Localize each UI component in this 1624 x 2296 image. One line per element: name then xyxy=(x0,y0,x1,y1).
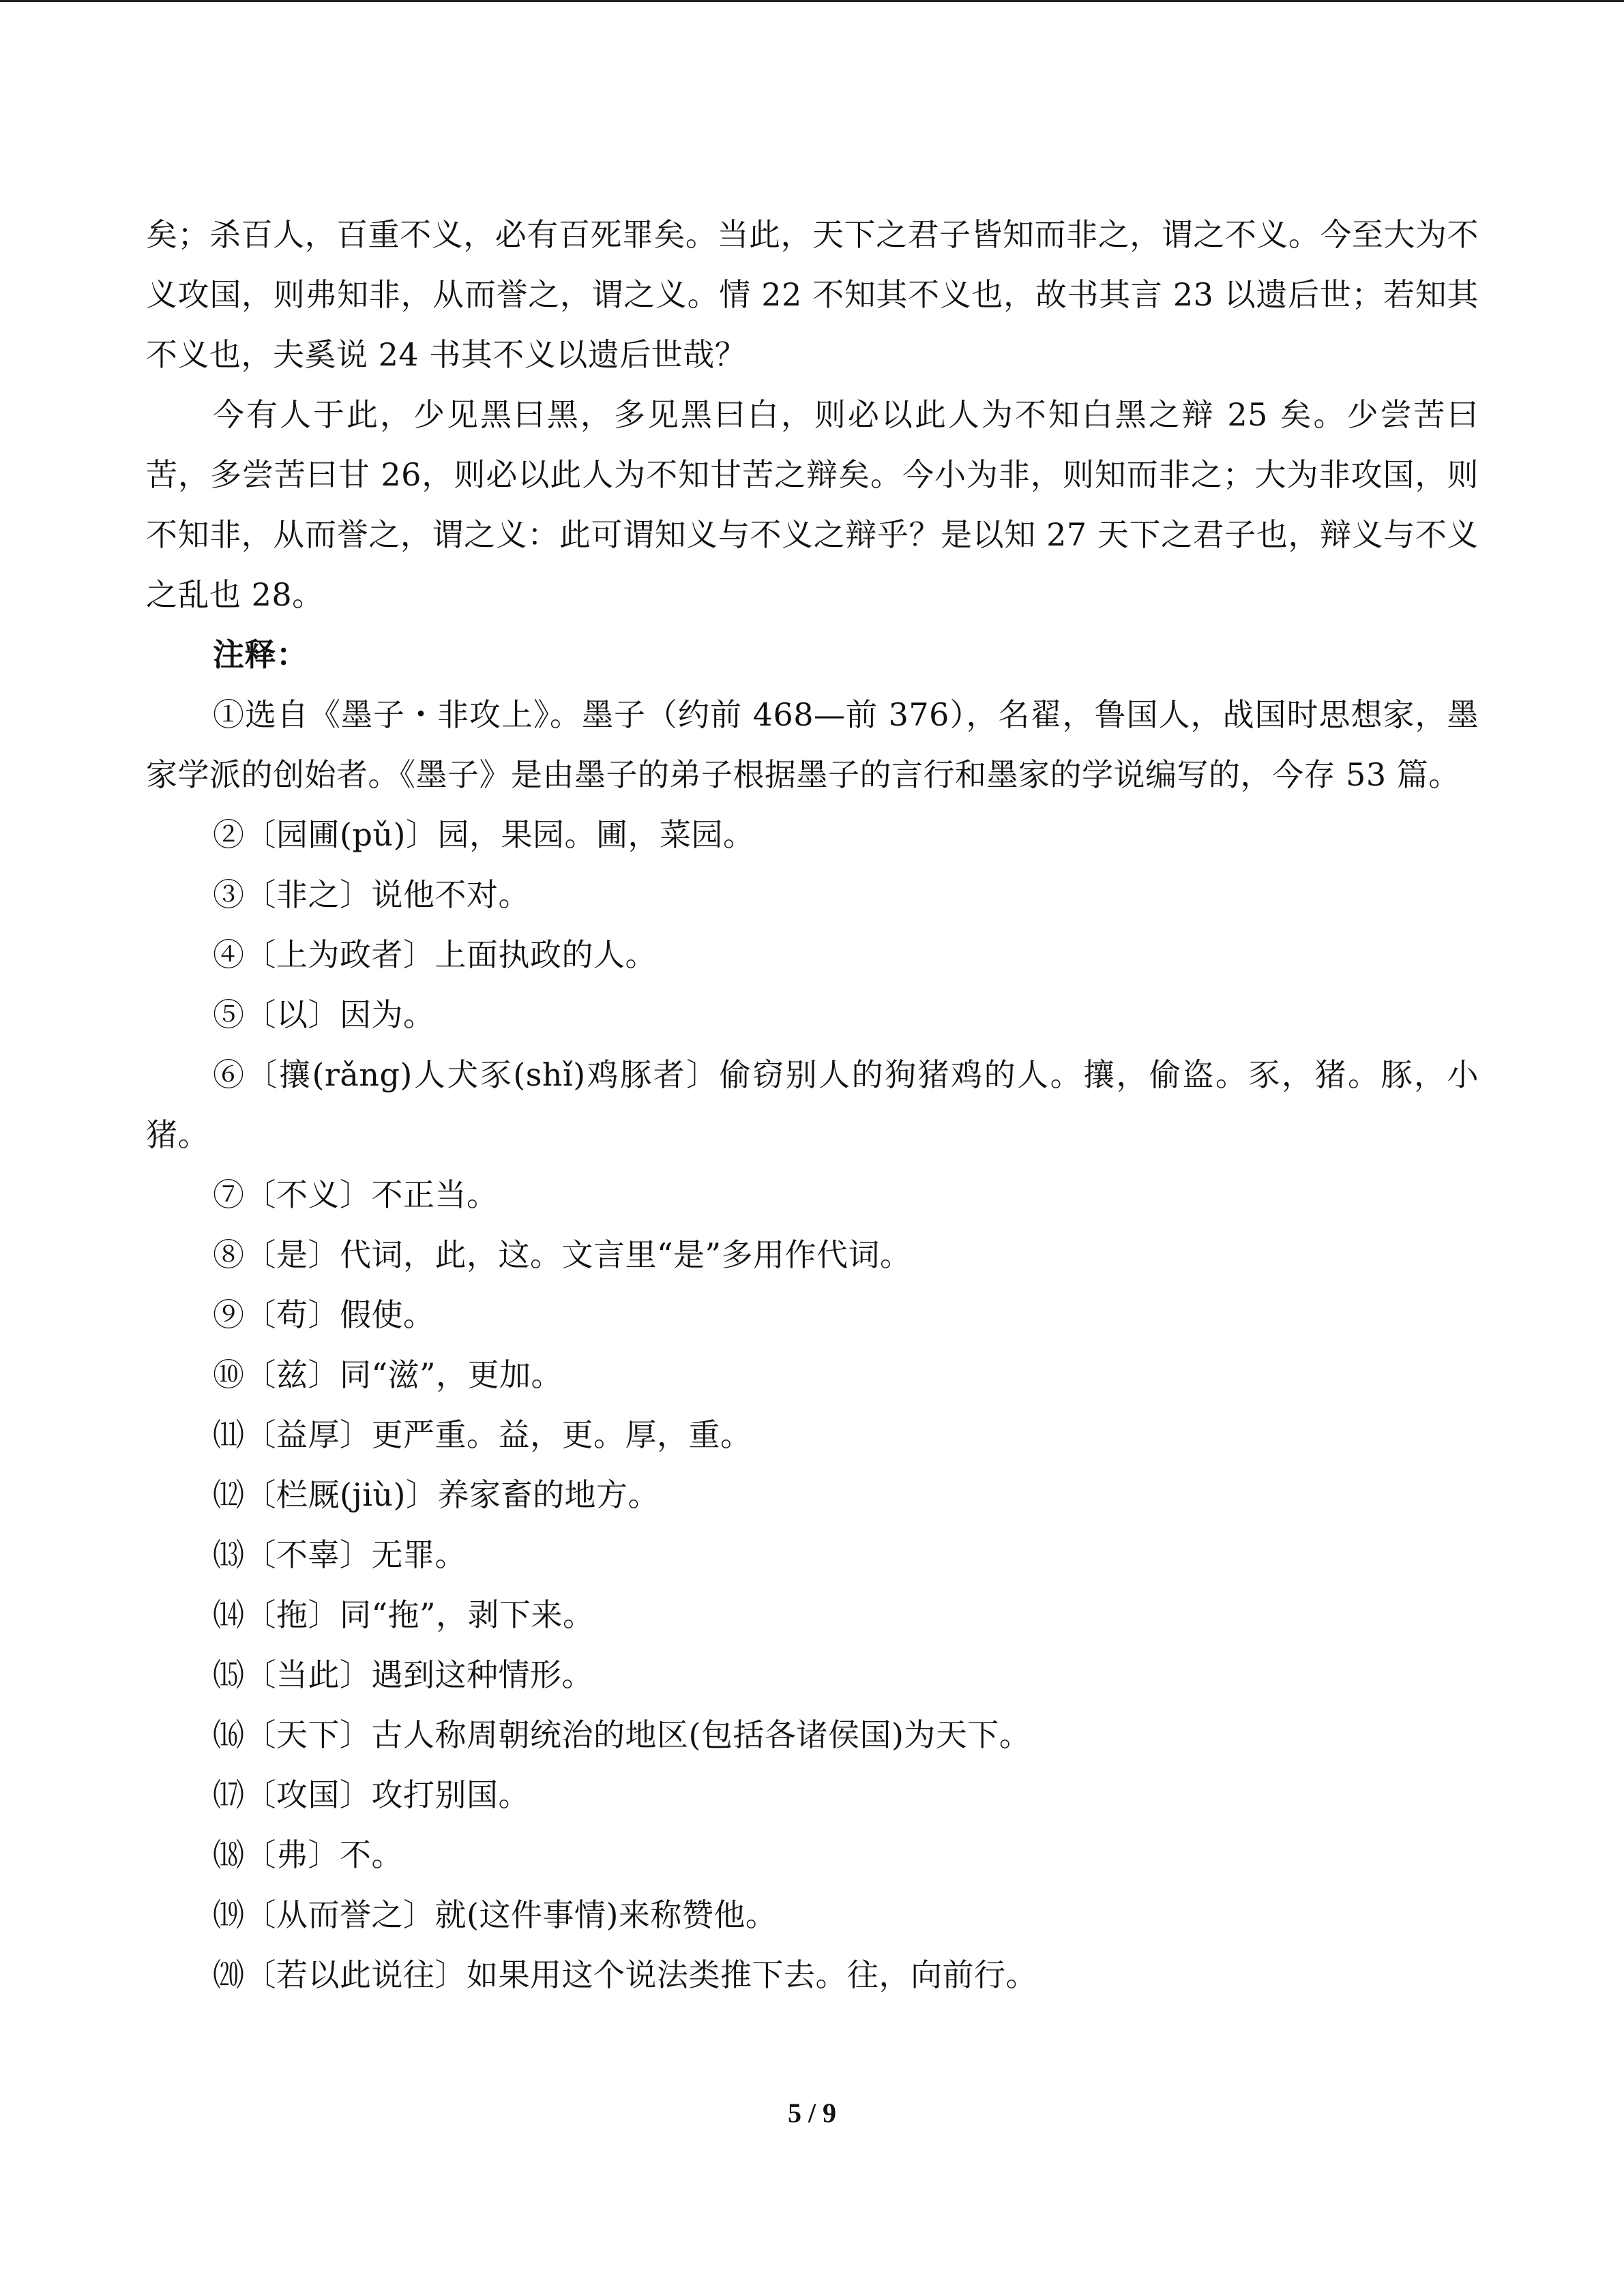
note-item-3: ③〔非之〕说他不对。 xyxy=(213,876,530,913)
note-item-15: ⒂〔当此〕遇到这种情形。 xyxy=(213,1656,593,1693)
document-content xyxy=(146,205,1479,2005)
page-number: 5 / 9 xyxy=(787,2098,837,2128)
note-item-1: ①选自《墨子・非攻上》。墨子（约前 468—前 376），名翟，鲁国人，战国时思想家，墨家学派的创始者。《墨子》是由墨子的弟子根据墨子的言行和墨家的学说编写的，今存 53 篇。 xyxy=(146,696,1479,793)
note-item-12: ⑿〔栏厩(jiù)〕养家畜的地方。 xyxy=(213,1476,660,1513)
note-item-10: ⑩〔兹〕同“滋”，更加。 xyxy=(213,1356,563,1393)
note-item-6: ⑥〔攘(rǎng)人犬豕(shǐ)鸡豚者〕偷窃别人的狗猪鸡的人。攘，偷盗。豕，猪。豚，小猪。 xyxy=(146,1056,1479,1153)
note-item-9: ⑨〔苟〕假使。 xyxy=(213,1296,435,1333)
note-item-20: ⒇〔若以此说往〕如果用这个说法类推下去。往，向前行。 xyxy=(213,1956,1037,1993)
body-paragraph-2: 今有人于此，少见黑曰黑，多见黑曰白，则必以此人为不知白黑之辩 25 矣。少尝苦曰苦，多尝苦曰甘 26，则必以此人为不知甘苦之辩矣。今小为非，则知而非之；大为非攻国，则不知非，从而誉之，谓之义：此可谓知义与不义之辩乎？是以知 27 天下之君子也，辩义与不义之乱也 28。 xyxy=(146,396,1479,613)
note-item-11: ⑾〔益厚〕更严重。益，更。厚，重。 xyxy=(213,1416,752,1453)
notes-heading: 注释： xyxy=(213,636,308,673)
note-item-4: ④〔上为政者〕上面执政的人。 xyxy=(213,936,657,973)
note-item-16: ⒃〔天下〕古人称周朝统治的地区(包括各诸侯国)为天下。 xyxy=(213,1716,1031,1753)
note-item-18: ⒅〔弗〕不。 xyxy=(213,1836,403,1873)
note-item-17: ⒄〔攻国〕攻打别国。 xyxy=(213,1776,530,1813)
note-item-2: ②〔园圃(pǔ)〕园，果园。圃，菜园。 xyxy=(213,816,755,853)
note-item-8: ⑧〔是〕代词，此，这。文言里“是”多用作代词。 xyxy=(213,1236,912,1273)
note-item-13: ⒀〔不辜〕无罪。 xyxy=(213,1536,467,1573)
body-paragraph-1: 矣；杀百人，百重不义，必有百死罪矣。当此，天下之君子皆知而非之，谓之不义。今至大为不义攻国，则弗知非，从而誉之，谓之义。情 22 不知其不义也，故书其言 23 以遗后世；若知其不义也，夫奚说 24 书其不义以遗后世哉？ xyxy=(146,216,1479,373)
note-item-7: ⑦〔不义〕不正当。 xyxy=(213,1176,499,1213)
note-item-19: ⒆〔从而誉之〕就(这件事情)来称赞他。 xyxy=(213,1896,778,1933)
note-item-5: ⑤〔以〕因为。 xyxy=(213,996,435,1033)
note-item-14: ⒁〔拖〕同“拖”，剥下来。 xyxy=(213,1596,595,1633)
top-border-line xyxy=(0,0,1624,2)
